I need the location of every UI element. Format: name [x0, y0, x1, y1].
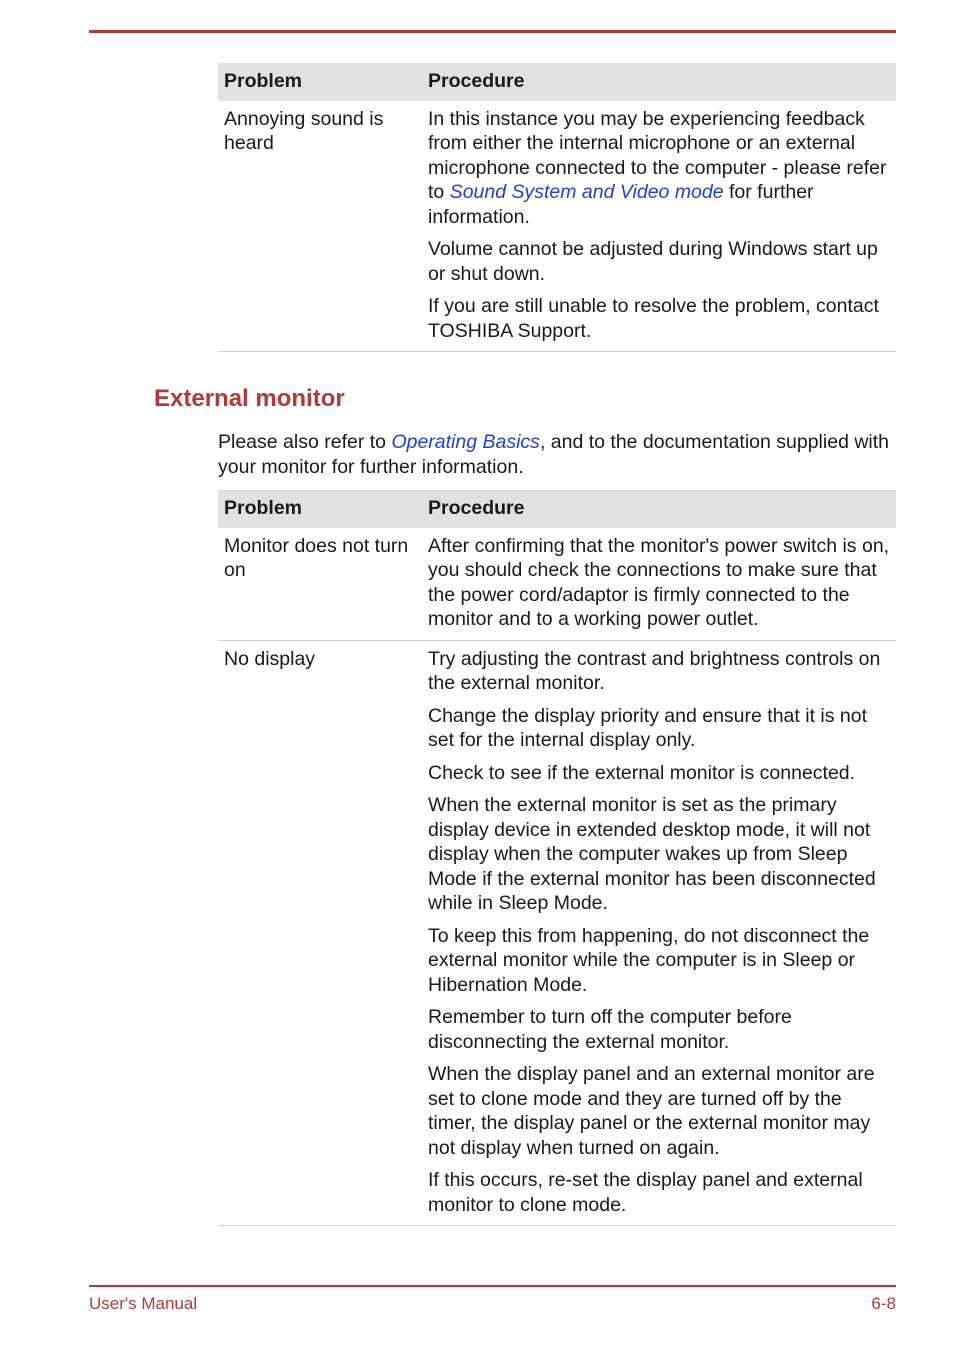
intro-text: , and to the documentation supplied with your monitor for further information.: [218, 431, 890, 478]
footer-page-number: 6-8: [871, 1294, 896, 1313]
top-rule: [89, 30, 896, 33]
problem-cell: Annoying sound is heard: [218, 101, 422, 352]
sound-system-link[interactable]: Sound System and Video mode: [449, 181, 724, 203]
table-header-row: [218, 63, 896, 101]
procedure-paragraph: After confirming that the monitor's power switch is on, you should check the connections to make sure that the power cord/adaptor is firmly connected to the monitor and to a working power outlet.: [428, 534, 890, 630]
procedure-cell: [422, 640, 896, 1226]
procedure-header: Procedure: [422, 63, 896, 101]
procedure-paragraph: If you are still unable to resolve the problem, contact TOSHIBA Support.: [428, 295, 879, 342]
procedure-header: Procedure: [422, 490, 896, 528]
procedure-paragraph: When the external monitor is set as the primary display device in extended desktop mode, it will not display when the computer wakes up from Sleep Mode if the external monitor has been disconnected while in Sleep Mode.: [428, 794, 876, 914]
procedure-text: for further information.: [428, 181, 814, 228]
table-row: [218, 101, 896, 352]
intro-text: Please also refer to: [218, 431, 392, 453]
section-intro: [218, 430, 898, 479]
procedure-paragraph: Try adjusting the contrast and brightness controls on the external monitor.: [428, 647, 881, 694]
table-row: [218, 528, 896, 641]
problem-cell: No display: [218, 640, 422, 1226]
section-title: External monitor: [154, 385, 345, 412]
table-header-row: [218, 490, 896, 528]
procedure-paragraph: Remember to turn off the computer before disconnecting the external monitor.: [428, 1006, 792, 1053]
procedure-paragraph: Volume cannot be adjusted during Windows start up or shut down.: [428, 238, 878, 285]
procedure-text: In this instance you may be experiencing feedback from either the internal microphone or an external microphone connected to the computer - please refer to: [428, 107, 887, 203]
bottom-rule: [89, 1285, 896, 1287]
sound-problem-table: [218, 63, 896, 352]
procedure-paragraph: Check to see if the external monitor is connected.: [428, 761, 856, 784]
procedure-paragraph: To keep this from happening, do not disconnect the external monitor while the computer is in Sleep or Hibernation Mode.: [428, 924, 870, 996]
table-row: [218, 640, 896, 1226]
procedure-paragraph: [428, 107, 890, 230]
procedure-paragraph: When the display panel and an external monitor are set to clone mode and they are turned off by the timer, the display panel or the external monitor may not display when turned on again.: [428, 1063, 875, 1159]
procedure-cell: [422, 528, 896, 641]
problem-header: Problem: [218, 63, 422, 101]
procedure-paragraph: Change the display priority and ensure that it is not set for the internal display only.: [428, 704, 868, 751]
procedure-paragraph: If this occurs, re-set the display panel and external monitor to clone mode.: [428, 1169, 863, 1216]
procedure-cell: [422, 101, 896, 352]
operating-basics-link[interactable]: Operating Basics: [391, 431, 540, 453]
problem-header: Problem: [218, 490, 422, 528]
problem-cell: Monitor does not turn on: [218, 528, 422, 641]
footer-manual-title: User's Manual: [89, 1294, 198, 1313]
monitor-problem-table: [218, 490, 896, 1226]
